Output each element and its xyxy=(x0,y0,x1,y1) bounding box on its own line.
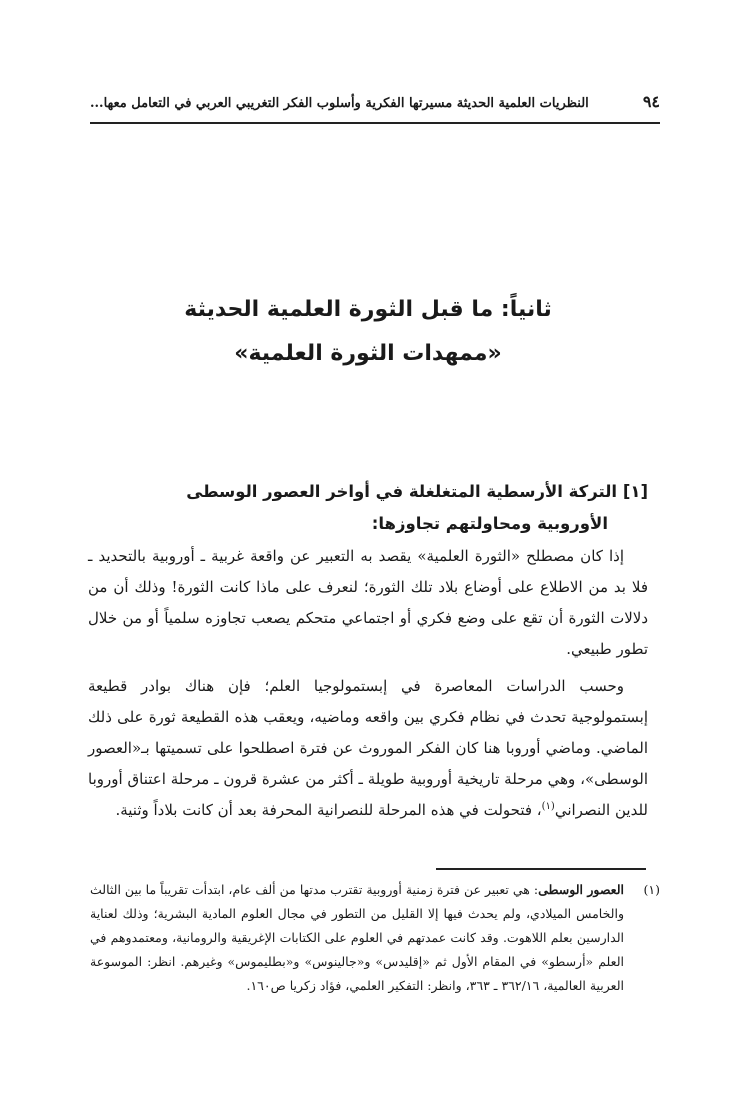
section-title-line2: «ممهدات الثورة العلمية» xyxy=(234,341,502,366)
paragraph-2-end: ، فتحولت في هذه المرحلة للنصرانية المحرفة بعد أن كانت بلاداً وثنية. xyxy=(115,801,542,819)
paragraph-1: إذا كان مصطلح «الثورة العلمية» يقصد به التعبير عن واقعة غربية ـ أوروبية بالتحديد ـ فلا بد من الاطلاع على أوضاع بلاد تلك الثورة؛ لنعرف على ماذا كانت الثورة! وذلك أن من دلالات الثورة أن تقع على وضع فكري أو اجتماعي متحكم يصعب تجاوزه سلمياً أو من خلال تطور طبيعي. xyxy=(88,547,648,658)
body-text xyxy=(88,541,648,826)
subsection-heading xyxy=(88,476,648,540)
section-title-line1: ثانياً: ما قبل الثورة العلمية الحديثة xyxy=(184,297,552,322)
subsection-heading-line1: [١] التركة الأرسطية المتغلغلة في أواخر العصور الوسطى xyxy=(186,482,648,501)
header-rule xyxy=(90,122,660,124)
footnote-rule xyxy=(436,868,646,870)
page-number: ٩٤ xyxy=(642,92,660,111)
running-title: النظريات العلمية الحديثة مسيرتها الفكرية وأسلوب الفكر التغريبي العربي في التعامل معها... xyxy=(90,96,589,111)
subsection-heading-line2: الأوروبية ومحاولتهم تجاوزها: xyxy=(371,514,608,533)
paragraph-2 xyxy=(88,671,648,826)
paragraph-2-text: وحسب الدراسات المعاصرة في إبستمولوجيا العلم؛ فإن هناك بوادر قطيعة إبستمولوجية تحدث في نظام فكري بين واقعه وماضيه، ويعقب هذه القطيعة ثورة على ذلك الماضي. وماضي أوروبا هنا كان الفكر الموروث عن فترة اصطلحوا على تسميتها بـ«العصور الوسطى»، وهي مرحلة تاريخية أوروبية طويلة ـ أكثر من عشرة قرون ـ مرحلة اعتناق أوروبا للدين النصراني xyxy=(88,677,648,819)
footnote-term: العصور الوسطى xyxy=(538,882,624,897)
running-header xyxy=(90,92,660,114)
footnote-number: (١) xyxy=(643,882,660,897)
footnote-reference: (١) xyxy=(541,801,555,812)
section-title xyxy=(0,288,736,376)
footnote-body: : هي تعبير عن فترة زمنية أوروبية تقترب مدتها من ألف عام، ابتدأت تقريباً ما بين الثالث والخامس الميلادي، ولم يحدث فيها إلا القليل من التطور في مجال العلوم المادية البشرية؛ وذلك لعناية الدارسين بعلم اللاهوت. وقد كانت عمدتهم في العلوم على الكتابات الإغريقية والرومانية، ومعتمدوهم في العلم «أرسطو» في المقام الأول ثم «إقليدس» و«جالينوس» و«بطليموس» وغيرهم. انظر: الموسوعة العربية العالمية، ٣٦٢/١٦ ـ ٣٦٣، وانظر: التفكير العلمي، فؤاد زكريا ص١٦٠. xyxy=(90,882,624,993)
footnote-text xyxy=(90,878,624,998)
footnote xyxy=(90,878,660,998)
